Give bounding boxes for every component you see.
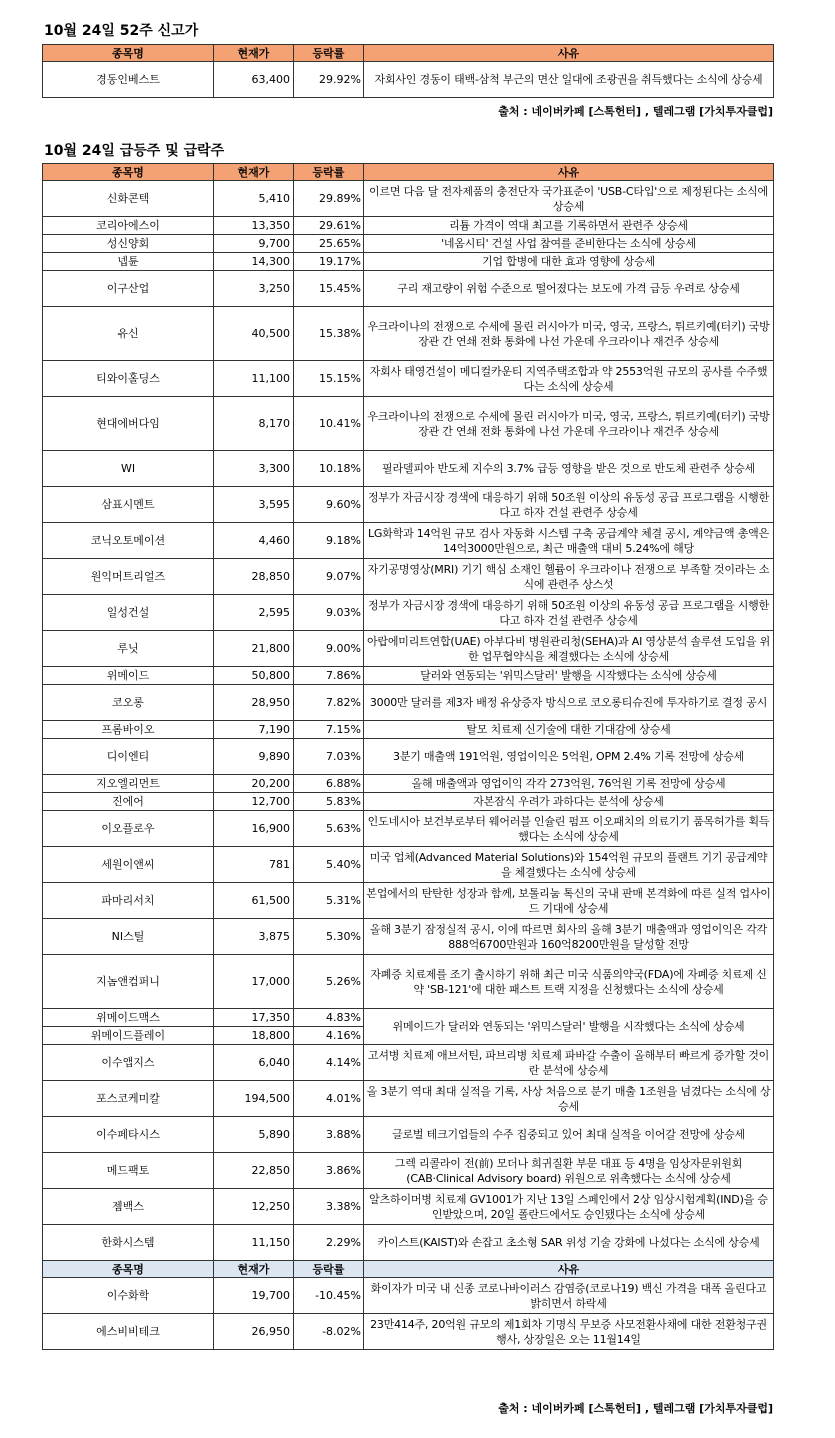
movers-table-body [43,181,774,1350]
header-stock-name: 종목명 [43,1261,214,1278]
stock-name-cell: WI [43,451,214,487]
table-row [43,721,774,739]
price-cell: 3,875 [214,919,294,955]
stock-name-cell: 지오엘리먼트 [43,775,214,793]
section1-title: 10월 24일 52주 신고가 [44,23,199,39]
price-cell: 20,200 [214,775,294,793]
change-rate-cell: 9.60% [294,487,364,523]
stock-name-cell: 성신양회 [43,235,214,253]
table-row [43,62,774,98]
reason-cell: 미국 업체(Advanced Material Solutions)와 154억원 규모의 플랜트 기기 공급계약을 체결했다는 소식에 상승세 [364,847,774,883]
price-cell: 3,250 [214,271,294,307]
stock-name-cell: 위메이드 [43,667,214,685]
reason-cell: 아랍에미리트연합(UAE) 아부다비 병원관리청(SEHA)과 AI 영상분석 솔루션 도입을 위한 업무협약식을 체결했다는 소식에 상승세 [364,631,774,667]
stock-name-cell: 현대에버다임 [43,397,214,451]
table-row [43,847,774,883]
price-cell: 40,500 [214,307,294,361]
table-row [43,361,774,397]
price-cell: 19,700 [214,1278,294,1314]
table-row [43,217,774,235]
reason-cell: 자회사 태영건설이 메디컬카운티 지역주택조합과 약 2553억원 규모의 공사를 수주했다는 소식에 상승세 [364,361,774,397]
price-cell: 2,595 [214,595,294,631]
price-cell: 9,700 [214,235,294,253]
reason-cell: 고셔병 치료제 애브서틴, 파브리병 치료제 파바갈 수출이 올해부터 빠르게 증가할 것이란 분석에 상승세 [364,1045,774,1081]
reason-cell: LG화학과 14억원 규모 검사 자동화 시스템 구축 공급계약 체결 공시, 계약금액 총액은 14억3000만원으로, 최근 매출액 대비 5.24%에 해당 [364,523,774,559]
reason-cell: 자기공명영상(MRI) 기기 핵심 소재인 헬륨이 우크라이나 전쟁으로 부족할 것이라는 소식에 관련주 상스섯 [364,559,774,595]
stock-name-cell: 이수페타시스 [43,1117,214,1153]
reason-cell: 탈모 치료제 신기술에 대한 기대감에 상승세 [364,721,774,739]
change-rate-cell: 7.86% [294,667,364,685]
stock-name-cell: 이수앱지스 [43,1045,214,1081]
price-cell: 28,950 [214,685,294,721]
reason-cell: 3분기 매출액 191억원, 영업이익은 5억원, OPM 2.4% 기록 전망에 상승세 [364,739,774,775]
stock-name-cell: 디이엔티 [43,739,214,775]
stock-name-cell: NI스틸 [43,919,214,955]
header-stock-name: 종목명 [43,164,214,181]
reason-cell: 화이자가 미국 내 신종 코로나바이러스 감염증(코로나19) 백신 가격을 대폭 올린다고 밝히면서 하락세 [364,1278,774,1314]
change-rate-cell: 29.89% [294,181,364,217]
reason-cell: 자폐증 치료제를 조기 출시하기 위해 최근 미국 식품의약국(FDA)에 자폐증 치료제 신약 'SB-121'에 대한 패스트 트랙 지정을 신청했다는 소식에 상승세 [364,955,774,1009]
header-price: 현재가 [214,164,294,181]
price-cell: 3,595 [214,487,294,523]
reason-cell: 우크라이나의 전쟁으로 수세에 몰린 러시아가 미국, 영국, 프랑스, 튀르키예(터키) 국방장관 간 연쇄 전화 통화에 나선 가운데 우크라이나 재건주 상승세 [364,307,774,361]
table-row [43,451,774,487]
change-rate-cell: 5.26% [294,955,364,1009]
stock-name-cell: 메드팩토 [43,1153,214,1189]
change-rate-cell: 15.15% [294,361,364,397]
reason-cell: 3000만 달러를 제3자 배정 유상증자 방식으로 코오롱티슈진에 투자하기로 결정 공시 [364,685,774,721]
change-rate-cell: 19.17% [294,253,364,271]
table-row [43,1153,774,1189]
table-row [43,253,774,271]
stock-name-cell: 세원이앤씨 [43,847,214,883]
stock-name-cell: 위메이드맥스 [43,1009,214,1027]
price-cell: 13,350 [214,217,294,235]
table-row [43,487,774,523]
price-cell: 17,350 [214,1009,294,1027]
header-change-rate: 등락률 [294,45,364,62]
stock-name-cell: 코오롱 [43,685,214,721]
table-row [43,181,774,217]
header-reason: 사유 [364,164,774,181]
decliners-header-row [43,1261,774,1278]
change-rate-cell: 6.88% [294,775,364,793]
price-cell: 7,190 [214,721,294,739]
movers-table [42,163,774,1350]
reason-cell: 카이스트(KAIST)와 손잡고 초소형 SAR 위성 기술 강화에 나섰다는 소식에 상승세 [364,1225,774,1261]
reason-cell: 우크라이나의 전쟁으로 수세에 몰린 러시아가 미국, 영국, 프랑스, 튀르키예(터키) 국방장관 간 연쇄 전화 통화에 나선 가운데 우크라이나 재건주 상승세 [364,397,774,451]
change-rate-cell: 5.30% [294,919,364,955]
reason-cell: 리튬 가격이 역대 최고를 기록하면서 관련주 상승세 [364,217,774,235]
change-rate-cell: 3.86% [294,1153,364,1189]
price-cell: 17,000 [214,955,294,1009]
table-row [43,1278,774,1314]
price-cell: 14,300 [214,253,294,271]
price-cell: 61,500 [214,883,294,919]
change-rate-cell: 10.18% [294,451,364,487]
change-rate-cell: -8.02% [294,1314,364,1350]
table-row [43,1009,774,1027]
reason-cell: 올해 매출액과 영업이익 각각 273억원, 76억원 기록 전망에 상승세 [364,775,774,793]
stock-name-cell: 삼표시멘트 [43,487,214,523]
stock-name-cell: 젬백스 [43,1189,214,1225]
header-reason: 사유 [364,1261,774,1278]
table-row [43,235,774,253]
stock-name-cell: 일성건설 [43,595,214,631]
price-cell: 12,700 [214,793,294,811]
change-rate-cell: 10.41% [294,397,364,451]
table-row [43,1189,774,1225]
reason-cell: 본업에서의 탄탄한 성장과 함께, 보톨리눔 톡신의 국내 판매 본격화에 따른 실적 업사이드 기대에 상승세 [364,883,774,919]
reason-cell: 23만414주, 20억원 규모의 제1회차 기명식 무보증 사모전환사채에 대한 전환청구권 행사, 상장일은 오는 11월14일 [364,1314,774,1350]
table-row [43,1117,774,1153]
stock-name-cell: 신화콘텍 [43,181,214,217]
price-cell: 4,460 [214,523,294,559]
stock-name-cell: 넵튠 [43,253,214,271]
stock-name-cell: 경동인베스트 [43,62,214,98]
table-row [43,775,774,793]
price-cell: 26,950 [214,1314,294,1350]
change-rate-cell: 5.40% [294,847,364,883]
table-row [43,1081,774,1117]
price-cell: 11,150 [214,1225,294,1261]
change-rate-cell: 15.45% [294,271,364,307]
stock-name-cell: 포스코케미칼 [43,1081,214,1117]
price-cell: 21,800 [214,631,294,667]
stock-name-cell: 이구산업 [43,271,214,307]
table-row [43,667,774,685]
price-cell: 63,400 [214,62,294,98]
section2-title: 10월 24일 급등주 및 급락주 [44,143,225,159]
header-stock-name: 종목명 [43,45,214,62]
stock-name-cell: 한화시스템 [43,1225,214,1261]
change-rate-cell: 9.07% [294,559,364,595]
price-cell: 22,850 [214,1153,294,1189]
table-row [43,523,774,559]
change-rate-cell: 25.65% [294,235,364,253]
stock-name-cell: 파마리서치 [43,883,214,919]
reason-cell: 위메이드가 달러와 연동되는 '위믹스달러' 발행을 시작했다는 소식에 상승세 [364,1009,774,1045]
table-row [43,739,774,775]
reason-cell: '네옴시티' 건설 사업 참여를 준비한다는 소식에 상승세 [364,235,774,253]
change-rate-cell: 4.16% [294,1027,364,1045]
change-rate-cell: 29.61% [294,217,364,235]
change-rate-cell: 7.15% [294,721,364,739]
header-price: 현재가 [214,45,294,62]
table-row [43,1225,774,1261]
table-row [43,811,774,847]
reason-cell: 올해 3분기 잠정실적 공시, 이에 따르면 회사의 올해 3분기 매출액과 영업이익은 각각 888억6700만원과 160억8200만원을 달성할 전망 [364,919,774,955]
section1-source: 출처 : 네이버카페 [스톡헌터] , 텔레그램 [가치투자클럽] [498,105,773,118]
change-rate-cell: 9.00% [294,631,364,667]
stock-name-cell: 위메이드플레이 [43,1027,214,1045]
section2-source: 출처 : 네이버카페 [스톡헌터] , 텔레그램 [가치투자클럽] [498,1402,773,1415]
table-row [43,1045,774,1081]
table-row [43,595,774,631]
header-change-rate: 등락률 [294,164,364,181]
change-rate-cell: 7.03% [294,739,364,775]
price-cell: 3,300 [214,451,294,487]
change-rate-cell: 7.82% [294,685,364,721]
stock-name-cell: 이오플로우 [43,811,214,847]
price-cell: 18,800 [214,1027,294,1045]
reason-cell: 알츠하이머병 치료제 GV1001가 지난 13일 스페인에서 2상 임상시험계획(IND)을 승인받았으며, 20일 폴란드에서도 승인됐다는 소식에 상승세 [364,1189,774,1225]
reason-cell: 정부가 자금시장 경색에 대응하기 위해 50조원 이상의 유동성 공급 프로그램을 시행한다고 하자 건설 관련주 상승세 [364,595,774,631]
stock-name-cell: 프롬바이오 [43,721,214,739]
price-cell: 6,040 [214,1045,294,1081]
stock-name-cell: 유신 [43,307,214,361]
table-row [43,793,774,811]
stock-name-cell: 에스비비테크 [43,1314,214,1350]
stock-name-cell: 티와이홀딩스 [43,361,214,397]
stock-name-cell: 코닉오토메이션 [43,523,214,559]
change-rate-cell: 4.01% [294,1081,364,1117]
stock-name-cell: 지놈앤컴퍼니 [43,955,214,1009]
reason-cell: 필라델피아 반도체 지수의 3.7% 급등 영향을 받은 것으로 반도체 관련주 상승세 [364,451,774,487]
price-cell: 194,500 [214,1081,294,1117]
price-cell: 5,410 [214,181,294,217]
stock-name-cell: 원익머트리얼즈 [43,559,214,595]
price-cell: 5,890 [214,1117,294,1153]
reason-cell: 자본잠식 우려가 과하다는 분석에 상승세 [364,793,774,811]
new-high-table-body [43,62,774,98]
table-row [43,307,774,361]
reason-cell: 정부가 자금시장 경색에 대응하기 위해 50조원 이상의 유동성 공급 프로그램을 시행한다고 하자 건설 관련주 상승세 [364,487,774,523]
price-cell: 781 [214,847,294,883]
reason-cell: 기업 합병에 대한 효과 영향에 상승세 [364,253,774,271]
header-reason: 사유 [364,45,774,62]
change-rate-cell: 15.38% [294,307,364,361]
table-row [43,685,774,721]
change-rate-cell: 5.31% [294,883,364,919]
stock-name-cell: 루닛 [43,631,214,667]
price-cell: 12,250 [214,1189,294,1225]
change-rate-cell: 29.92% [294,62,364,98]
change-rate-cell: 3.88% [294,1117,364,1153]
price-cell: 11,100 [214,361,294,397]
header-change-rate: 등락률 [294,1261,364,1278]
price-cell: 28,850 [214,559,294,595]
reason-cell: 자회사인 경동이 태백-삼척 부근의 면산 일대에 조광권을 취득했다는 소식에 상승세 [364,62,774,98]
price-cell: 9,890 [214,739,294,775]
change-rate-cell: 2.29% [294,1225,364,1261]
change-rate-cell: 5.63% [294,811,364,847]
new-high-table [42,44,774,98]
change-rate-cell: 3.38% [294,1189,364,1225]
change-rate-cell: 4.83% [294,1009,364,1027]
table-row [43,559,774,595]
table-row [43,271,774,307]
stock-name-cell: 이수화학 [43,1278,214,1314]
stock-name-cell: 코리아에스이 [43,217,214,235]
reason-cell: 그렉 리콜라이 전(前) 모더나 희귀질환 부문 대표 등 4명을 임상자문위원회(CAB·Clinical Advisory board) 위원으로 위촉했다는 소식에 상승세 [364,1153,774,1189]
change-rate-cell: 9.18% [294,523,364,559]
change-rate-cell: 4.14% [294,1045,364,1081]
table-row [43,631,774,667]
change-rate-cell: 5.83% [294,793,364,811]
price-cell: 8,170 [214,397,294,451]
reason-cell: 글로벌 테크기업들의 수주 집중되고 있어 최대 실적을 이어갈 전망에 상승세 [364,1117,774,1153]
table-row [43,883,774,919]
reason-cell: 올 3분기 역대 최대 실적을 기록, 사상 처음으로 분기 매출 1조원을 넘겼다는 소식에 상승세 [364,1081,774,1117]
price-cell: 16,900 [214,811,294,847]
change-rate-cell: -10.45% [294,1278,364,1314]
table-row [43,397,774,451]
header-price: 현재가 [214,1261,294,1278]
reason-cell: 인도네시아 보건부로부터 웨어러블 인슐린 펌프 이오패치의 의료기기 품목허가를 획득했다는 소식에 상승세 [364,811,774,847]
reason-cell: 달러와 연동되는 '위믹스달러' 발행을 시작했다는 소식에 상승세 [364,667,774,685]
change-rate-cell: 9.03% [294,595,364,631]
table-row [43,919,774,955]
price-cell: 50,800 [214,667,294,685]
reason-cell: 구리 재고량이 위험 수준으로 떨어졌다는 보도에 가격 급등 우려로 상승세 [364,271,774,307]
reason-cell: 이르면 다음 달 전자제품의 충전단자 국가표준이 'USB-C타입'으로 제정된다는 소식에 상승세 [364,181,774,217]
stock-name-cell: 진에어 [43,793,214,811]
table-row [43,955,774,1009]
table-row [43,1314,774,1350]
